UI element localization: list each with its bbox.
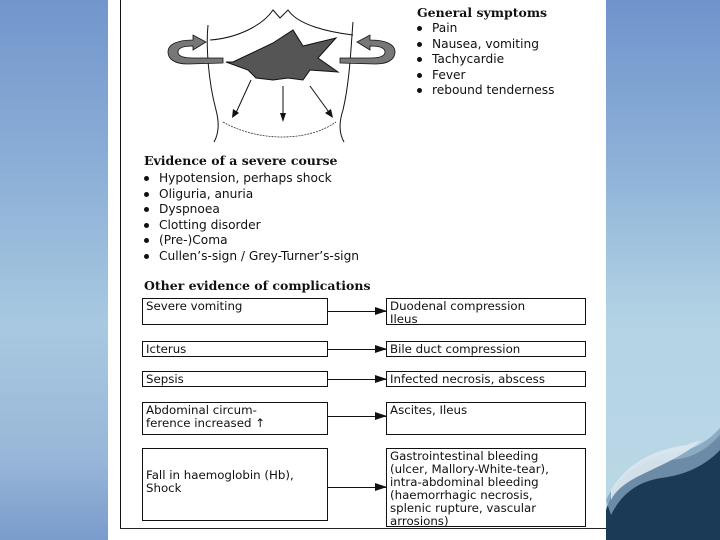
effect-box <box>386 448 586 527</box>
effect-box <box>386 402 586 435</box>
arrow-icon <box>328 349 386 350</box>
arrow-icon <box>328 416 386 417</box>
effect-text: Ascites, Ileus <box>390 403 468 417</box>
cause-text: Fall in haemoglobin (Hb), <box>146 468 294 482</box>
cause-text: ference increased ↑ <box>146 416 266 430</box>
general-symptoms-title: General symptoms <box>417 5 548 20</box>
cause-box <box>142 341 328 357</box>
abdomen-illustration <box>138 0 398 145</box>
cause-text: Icterus <box>146 342 187 356</box>
list-item: Dyspnoea <box>141 202 359 218</box>
cause-box <box>142 402 328 435</box>
list-item: Nausea, vomiting <box>414 37 554 53</box>
effect-box <box>386 371 586 387</box>
effect-text: intra-abdominal bleeding <box>390 475 539 489</box>
effect-text: Bile duct compression <box>390 342 521 356</box>
complications-title: Other evidence of complications <box>144 278 371 293</box>
list-item: Fever <box>414 68 554 84</box>
list-item: Clotting disorder <box>141 218 359 234</box>
cause-text: Abdominal circum- <box>146 403 257 417</box>
arrow-icon <box>328 379 386 380</box>
list-item: Oliguria, anuria <box>141 187 359 203</box>
arrow-icon <box>328 487 386 488</box>
effect-text: arrosions) <box>390 514 449 528</box>
bottom-border-line <box>120 528 606 529</box>
general-symptoms-list <box>414 21 554 99</box>
effect-text: Infected necrosis, abscess <box>390 372 545 386</box>
cause-text: Sepsis <box>146 372 184 386</box>
cause-text: Severe vomiting <box>146 299 243 313</box>
cause-text: Shock <box>146 481 182 495</box>
list-item: rebound tenderness <box>414 83 554 99</box>
pain-burst-icon <box>226 30 338 80</box>
radiating-arrow-right-icon <box>340 35 395 64</box>
cause-box <box>142 371 328 387</box>
cause-box <box>142 448 328 521</box>
cause-box <box>142 298 328 325</box>
left-border-line <box>120 0 121 528</box>
severe-course-title: Evidence of a severe course <box>144 153 338 168</box>
list-item: Pain <box>414 21 554 37</box>
effect-text: splenic rupture, vascular <box>390 501 537 515</box>
effect-box <box>386 298 586 325</box>
effect-text: Duodenal compression <box>390 299 526 313</box>
effect-box <box>386 341 586 357</box>
list-item: Hypotension, perhaps shock <box>141 171 359 187</box>
diagram-page <box>108 0 606 540</box>
arrow-icon <box>328 311 386 312</box>
effect-text: Ileus <box>390 312 418 326</box>
list-item: (Pre-)Coma <box>141 233 359 249</box>
effect-text: (haemorrhagic necrosis, <box>390 488 533 502</box>
list-item: Tachycardie <box>414 52 554 68</box>
decorative-swirl <box>606 390 720 540</box>
list-item: Cullen’s-sign / Grey-Turner’s-sign <box>141 249 359 265</box>
severe-course-list <box>141 171 359 265</box>
effect-text: Gastrointestinal bleeding <box>390 449 539 463</box>
effect-text: (ulcer, Mallory-White-tear), <box>390 462 549 476</box>
